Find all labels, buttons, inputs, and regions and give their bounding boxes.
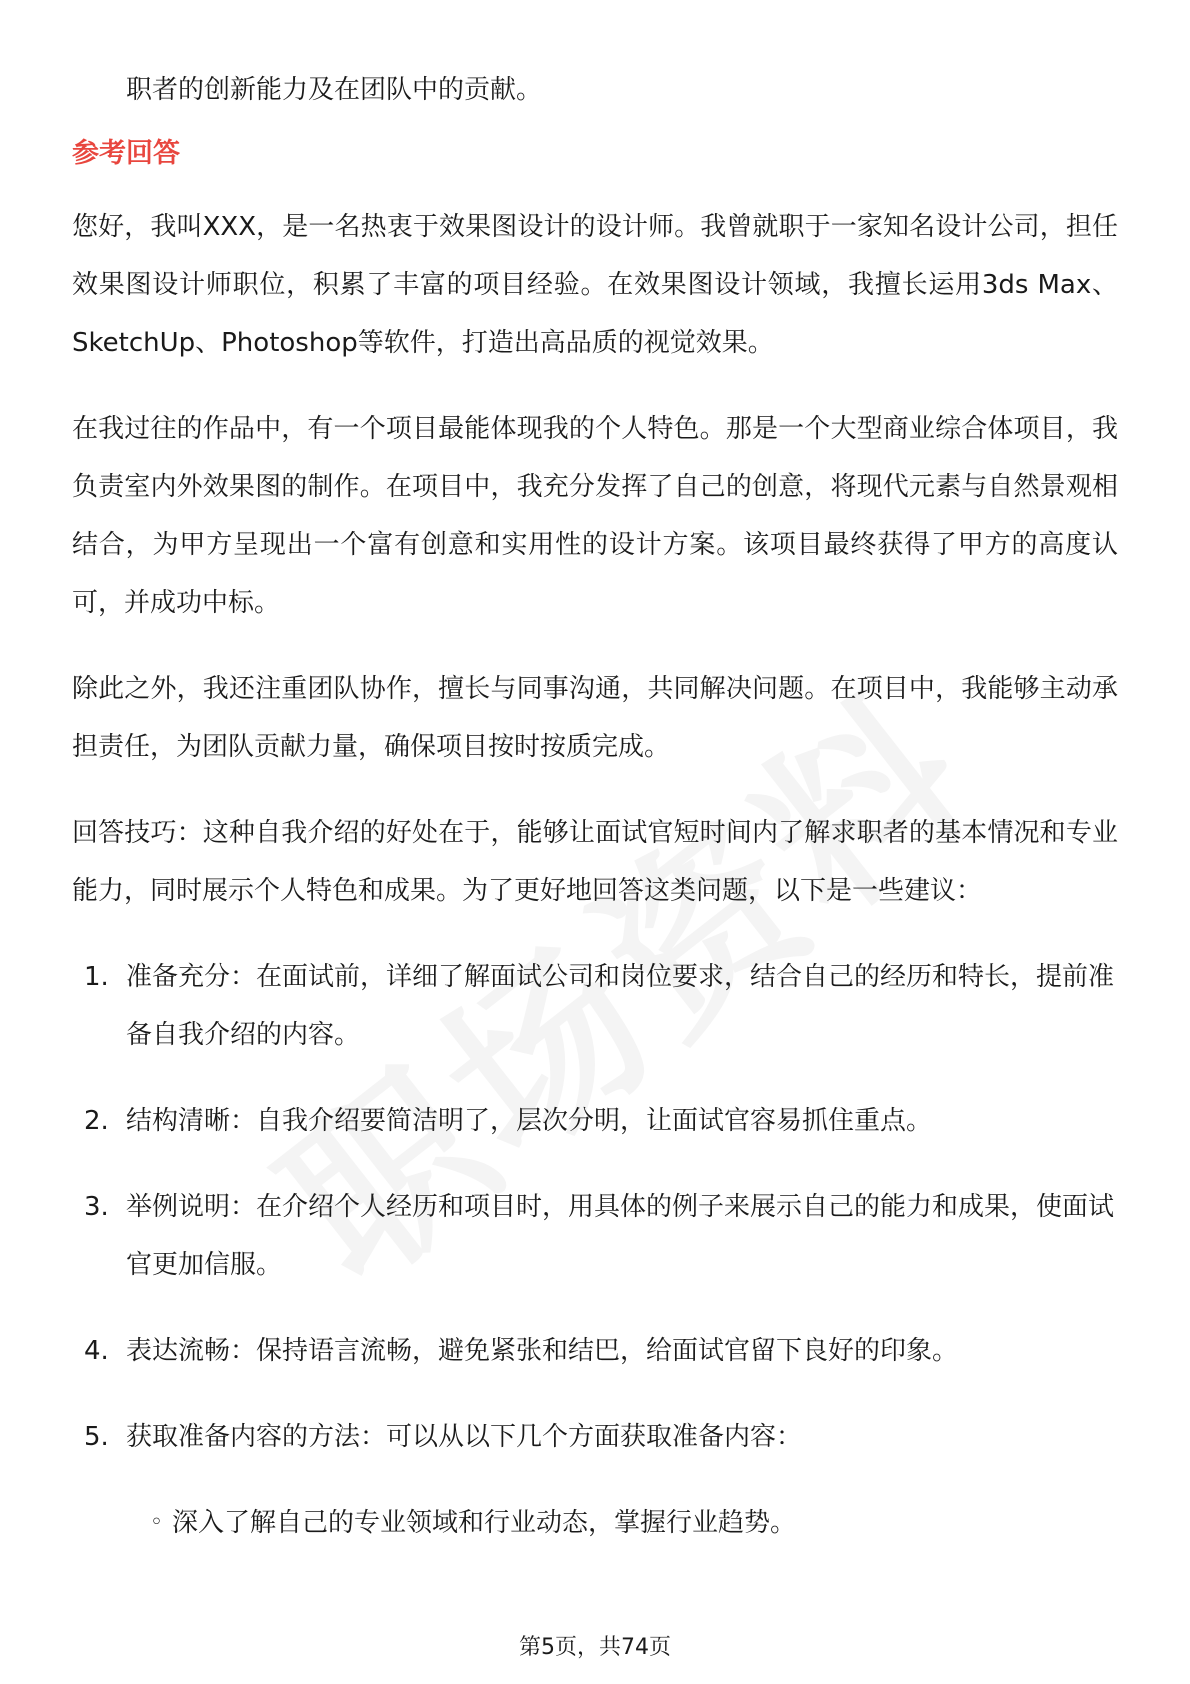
page-number-footer: 第5页，共74页 [519,1635,671,1660]
list-number: 4. [84,1336,109,1366]
list-item-text: 结构清晰：自我介绍要简洁明了，层次分明，让面试官容易抓住重点。 [126,1106,933,1136]
list-item-text: 获取准备内容的方法：可以从以下几个方面获取准备内容： [126,1422,803,1452]
list-item [72,1322,1118,1380]
paragraph-intro: 您好，我叫XXX，是一名热衷于效果图设计的设计师。我曾就职于一家知名设计公司，担任效果图设计师职位，积累了丰富的项目经验。在效果图设计领域，我擅长运用3ds Max、SketchUp、Photoshop等软件，打造出高品质的视觉效果。 [72,212,1118,358]
sublist-item [72,1494,1118,1552]
list-item [72,1092,1118,1150]
list-number: 3. [84,1192,109,1222]
advice-list [72,948,1118,1466]
list-number: 5. [84,1422,109,1452]
list-number: 2. [84,1106,109,1136]
list-item-text: 表达流畅：保持语言流畅，避免紧张和结巴，给面试官留下良好的印象。 [126,1336,959,1366]
paragraph-teamwork: 除此之外，我还注重团队协作，擅长与同事沟通，共同解决问题。在项目中，我能够主动承担责任，为团队贡献力量，确保项目按时按质完成。 [72,674,1118,762]
sublist-item-text: 深入了解自己的专业领域和行业动态，掌握行业趋势。 [172,1508,797,1538]
list-item [72,1408,1118,1466]
list-item [72,1178,1118,1294]
list-item-text: 举例说明：在介绍个人经历和项目时，用具体的例子来展示自己的能力和成果，使面试官更加信服。 [126,1192,1115,1280]
paragraph-project: 在我过往的作品中，有一个项目最能体现我的个人特色。那是一个大型商业综合体项目，我负责室内外效果图的制作。在项目中，我充分发挥了自己的创意，将现代元素与自然景观相结合，为甲方呈现出一个富有创意和实用性的设计方案。该项目最终获得了甲方的高度认可，并成功中标。 [72,414,1118,618]
page-content [72,66,1118,1552]
list-number: 1. [84,962,109,992]
advice-sublist [72,1494,1118,1552]
bullet-icon: ◦ [150,1510,163,1535]
paragraph-tips: 回答技巧：这种自我介绍的好处在于，能够让面试官短时间内了解求职者的基本情况和专业能力，同时展示个人特色和成果。为了更好地回答这类问题，以下是一些建议： [72,818,1118,906]
list-item [72,948,1118,1064]
list-item-text: 准备充分：在面试前，详细了解面试公司和岗位要求，结合自己的经历和特长，提前准备自我介绍的内容。 [126,962,1115,1050]
continuation-text: 职者的创新能力及在团队中的贡献。 [126,75,543,105]
section-heading: 参考回答 [72,138,180,169]
